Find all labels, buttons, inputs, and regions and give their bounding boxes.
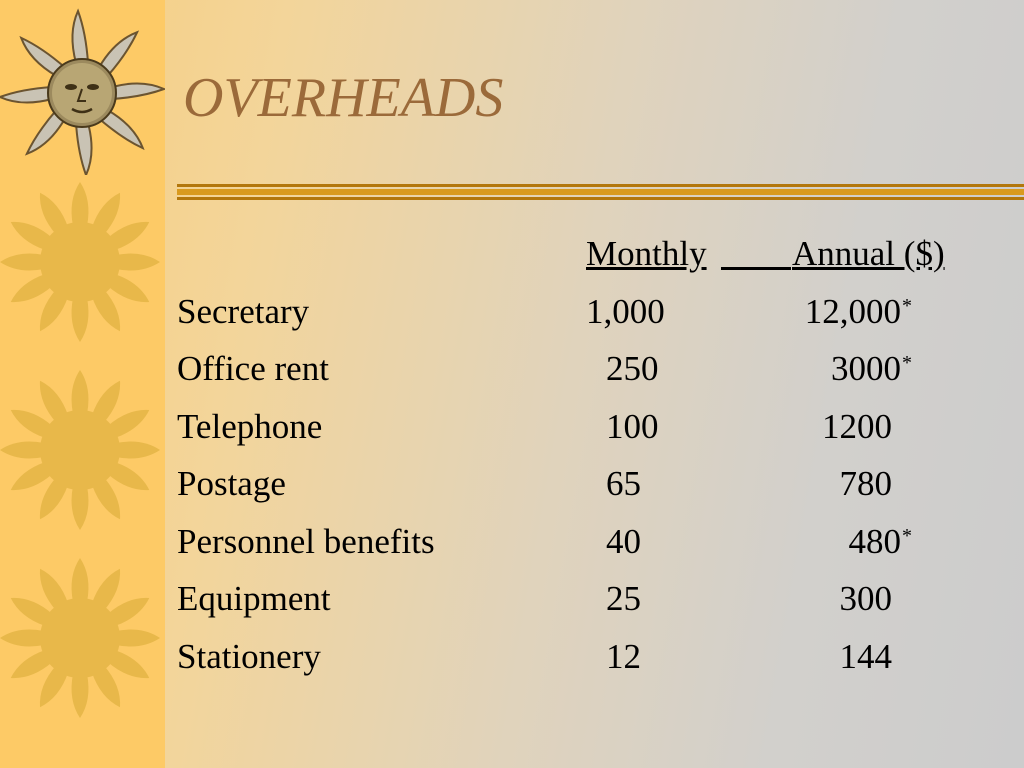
row-label: Office rent [177, 349, 329, 388]
table-row [177, 571, 1024, 629]
overheads-table [177, 226, 1024, 686]
table-row [177, 284, 1024, 342]
annual-value [831, 349, 912, 389]
header-underline-gap [721, 234, 791, 274]
table-row [177, 456, 1024, 514]
annual-amount: 144 [839, 636, 892, 676]
monthly-value: 65 [606, 464, 641, 503]
table-row [177, 514, 1024, 572]
monthly-value: 1,000 [586, 291, 665, 331]
row-label: Stationery [177, 636, 321, 676]
annual-value [822, 407, 892, 447]
annual-value [840, 579, 893, 619]
table-row [177, 341, 1024, 399]
annual-amount: 300 [839, 579, 892, 618]
annual-value [840, 464, 893, 504]
sun-icon [0, 370, 165, 540]
sun-icon [0, 182, 165, 352]
row-label: Telephone [177, 406, 323, 446]
column-header-annual: Annual ($) [792, 234, 945, 273]
sun-face-icon [0, 5, 165, 175]
title-divider [177, 180, 1024, 206]
row-label: Postage [177, 464, 286, 503]
table-row [177, 629, 1024, 687]
annual-amount: 1200 [822, 406, 892, 446]
monthly-value: 12 [606, 636, 641, 676]
monthly-value: 100 [606, 406, 659, 446]
annual-amount: 3000 [831, 349, 901, 388]
footnote-marker: * [902, 294, 912, 317]
page-title: OVERHEADS [183, 67, 504, 129]
table-row [177, 399, 1024, 457]
monthly-value: 40 [606, 521, 641, 561]
column-header-monthly: Monthly [586, 234, 707, 273]
sidebar-decoration [0, 0, 165, 768]
footnote-marker: * [902, 524, 912, 547]
annual-value [840, 637, 893, 677]
monthly-value: 25 [606, 579, 641, 618]
annual-amount: 780 [839, 464, 892, 503]
footnote-marker: * [902, 352, 912, 374]
annual-amount: 480 [848, 521, 901, 561]
annual-value [805, 292, 912, 332]
annual-value [849, 522, 913, 562]
row-label: Secretary [177, 291, 310, 331]
table-header-row [177, 226, 1024, 284]
sun-icon [0, 558, 165, 728]
monthly-value: 250 [606, 349, 659, 388]
annual-amount: 12,000 [804, 291, 901, 331]
row-label: Equipment [177, 579, 331, 618]
row-label: Personnel benefits [177, 521, 435, 561]
